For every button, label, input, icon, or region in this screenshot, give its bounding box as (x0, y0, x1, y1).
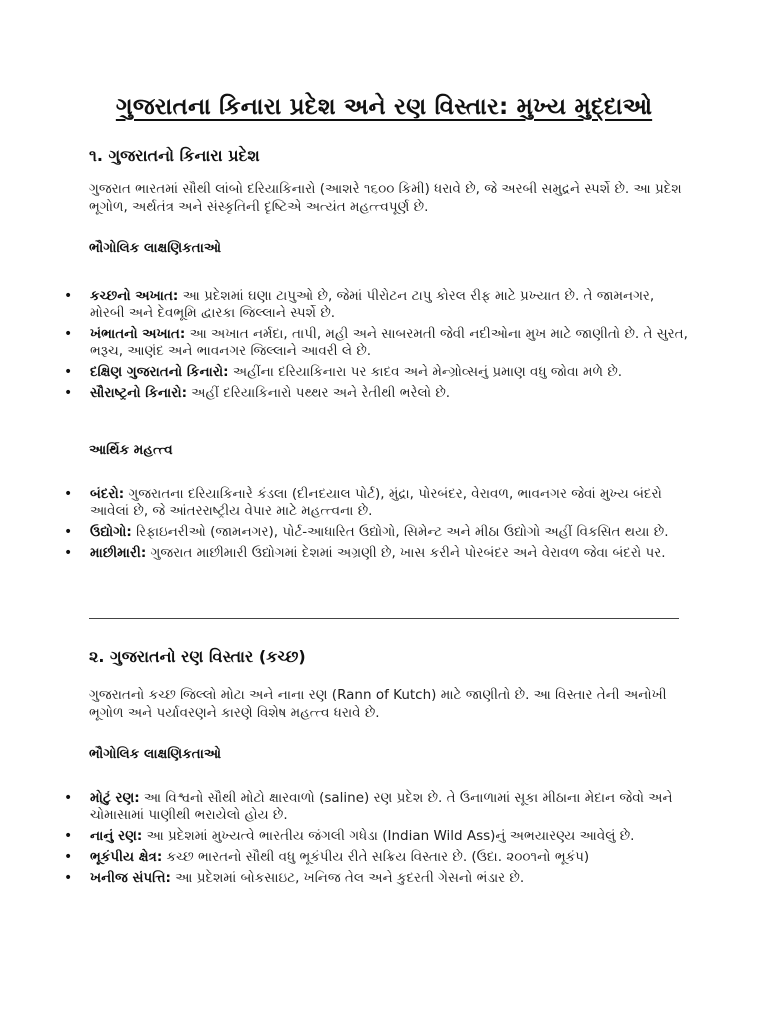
list-item (60, 828, 690, 845)
bullet-icon: • (64, 790, 73, 806)
bullet-icon: • (64, 545, 73, 561)
item-term: ભૂકંપીય ક્ષેત્ર: (90, 849, 163, 865)
document-title: ગુજરાતના કિનારા પ્રદેશ અને રણ વિસ્તાર: મુખ્ય મુદ્દાઓ (115, 94, 653, 120)
section1-geo-list (60, 288, 690, 406)
bullet-icon: • (64, 385, 73, 401)
item-text: આ વિશ્વનો સૌથી મોટો ક્ષારવાળો (saline) રણ પ્રદેશ છે. તે ઉનાળામાં સૂકા મીઠાના મેદાન જેવો અને ચોમાસામાં પાણીથી ભરાયેલો હોય છે. (90, 790, 673, 823)
item-text: અહીં દરિયાકિનારો પથ્થર અને રેતીથી ભરેલો છે. (186, 385, 451, 401)
bullet-icon: • (64, 849, 73, 865)
item-term: ખનીજ સંપત્તિ: (90, 870, 171, 886)
item-term: ખંભાતનો અખાત: (90, 326, 186, 342)
list-item (60, 326, 690, 360)
list-item (60, 486, 690, 520)
list-item (60, 364, 690, 381)
section-divider (89, 618, 679, 619)
list-item (60, 849, 690, 866)
section2-geo-list (60, 790, 690, 891)
section1-geo-heading: ભૌગોલિક લાક્ષણિકતાઓ (89, 240, 222, 256)
item-term: કચ્છનો અખાત: (90, 288, 179, 304)
bullet-icon: • (64, 524, 73, 540)
item-term: નાનું રણ: (90, 828, 143, 844)
bullet-icon: • (64, 828, 73, 844)
item-term: મોટું રણ: (90, 790, 140, 806)
bullet-icon: • (64, 364, 73, 380)
item-term: સૌરાષ્ટ્રનો કિનારો: (90, 385, 187, 401)
bullet-icon: • (64, 326, 73, 342)
list-item (60, 790, 690, 824)
item-text: અહીંના દરિયાકિનારા પર કાદવ અને મેન્ગ્રોવ્સનું પ્રમાણ વધુ જોવા મળે છે. (228, 364, 623, 380)
item-term: બંદરો: (90, 486, 125, 502)
section2-intro: ગુજરાતનો કચ્છ જિલ્લો મોટા અને નાના રણ (Rann of Kutch) માટે જાણીતો છે. આ વિસ્તાર તેની અનોખી ભૂગોળ અને પર્યાવરણને કારણે વિશેષ મહત્ત્વ ધરાવે છે. (89, 687, 667, 721)
list-item (60, 870, 690, 887)
bullet-icon: • (64, 486, 73, 502)
list-item (60, 385, 690, 402)
item-text: આ અખાત નર્મદા, તાપી, મહી અને સાબરમતી જેવી નદીઓના મુખ માટે જાણીતો છે. તે સુરત, ભરૂચ, આણંદ અને ભાવનગર જિલ્લાને આવરી લે છે. (90, 326, 688, 359)
item-text: ગુજરાત માછીમારી ઉદ્યોગમાં દેશમાં અગ્રણી છે, ખાસ કરીને પોરબંદર અને વેરાવળ જેવા બંદરો પર. (146, 545, 666, 561)
item-text: આ પ્રદેશમાં ઘણા ટાપુઓ છે, જેમાં પીરોટન ટાપુ કોરલ રીફ માટે પ્રખ્યાત છે. તે જામનગર, મોરબી અને દેવભૂમિ દ્વારકા જિલ્લાને સ્પર્શે છે. (90, 288, 655, 321)
item-text: ગુજરાતના દરિયાકિનારે કંડલા (દીનદયાલ પોર્ટ), મુંદ્રા, પોરબંદર, વેરાવળ, ભાવનગર જેવાં મુખ્ય બંદરો આવેલાં છે, જે આંતરરાષ્ટ્રીય વેપાર માટે મહત્ત્વના છે. (90, 486, 662, 519)
list-item (60, 545, 690, 562)
section1-econ-heading: આર્થિક મહત્ત્વ (89, 442, 173, 458)
item-term: ઉદ્યોગો: (90, 524, 132, 540)
section2-geo-heading: ભૌગોલિક લાક્ષણિકતાઓ (89, 746, 222, 762)
bullet-icon: • (64, 870, 73, 886)
bullet-icon: • (64, 288, 73, 304)
section2-heading: ૨. ગુજરાતનો રણ વિસ્તાર (કચ્છ) (89, 647, 306, 666)
item-text: આ પ્રદેશમાં બોકસાઇટ, ખનિજ તેલ અને કુદરતી ગેસનો ભંડાર છે. (170, 870, 525, 886)
item-text: કચ્છ ભારતનો સૌથી વધુ ભૂકંપીય રીતે સક્રિય વિસ્તાર છે. (ઉદા. ૨૦૦૧નો ભૂકંપ) (162, 849, 590, 865)
item-text: આ પ્રદેશમાં મુખ્યત્વે ભારતીય જંગલી ગધેડા (Indian Wild Ass)નું અભયારણ્ય આવેલું છે. (142, 828, 635, 844)
list-item (60, 524, 690, 541)
section1-heading: ૧. ગુજરાતનો કિનારા પ્રદેશ (89, 146, 260, 165)
item-term: માછીમારી: (90, 545, 147, 561)
item-term: દક્ષિણ ગુજરાતનો કિનારો: (90, 364, 229, 380)
item-text: રિફાઇનરીઓ (જામનગર), પોર્ટ-આધારિત ઉદ્યોગો, સિમેન્ટ અને મીઠા ઉદ્યોગો અહીં વિકસિત થયા છે. (131, 524, 669, 540)
section1-intro: ગુજરાત ભારતમાં સૌથી લાંબો દરિયાકિનારો (આશરે ૧૬૦૦ કિમી) ધરાવે છે, જે અરબી સમુદ્રને સ્પર્શે છે. આ પ્રદેશ ભૂગોળ, અર્થતંત્ર અને સંસ્કૃતિની દૃષ્ટિએ અત્યંત મહત્ત્વપૂર્ણ છે. (89, 181, 682, 215)
list-item (60, 288, 690, 322)
section1-econ-list (60, 486, 690, 566)
